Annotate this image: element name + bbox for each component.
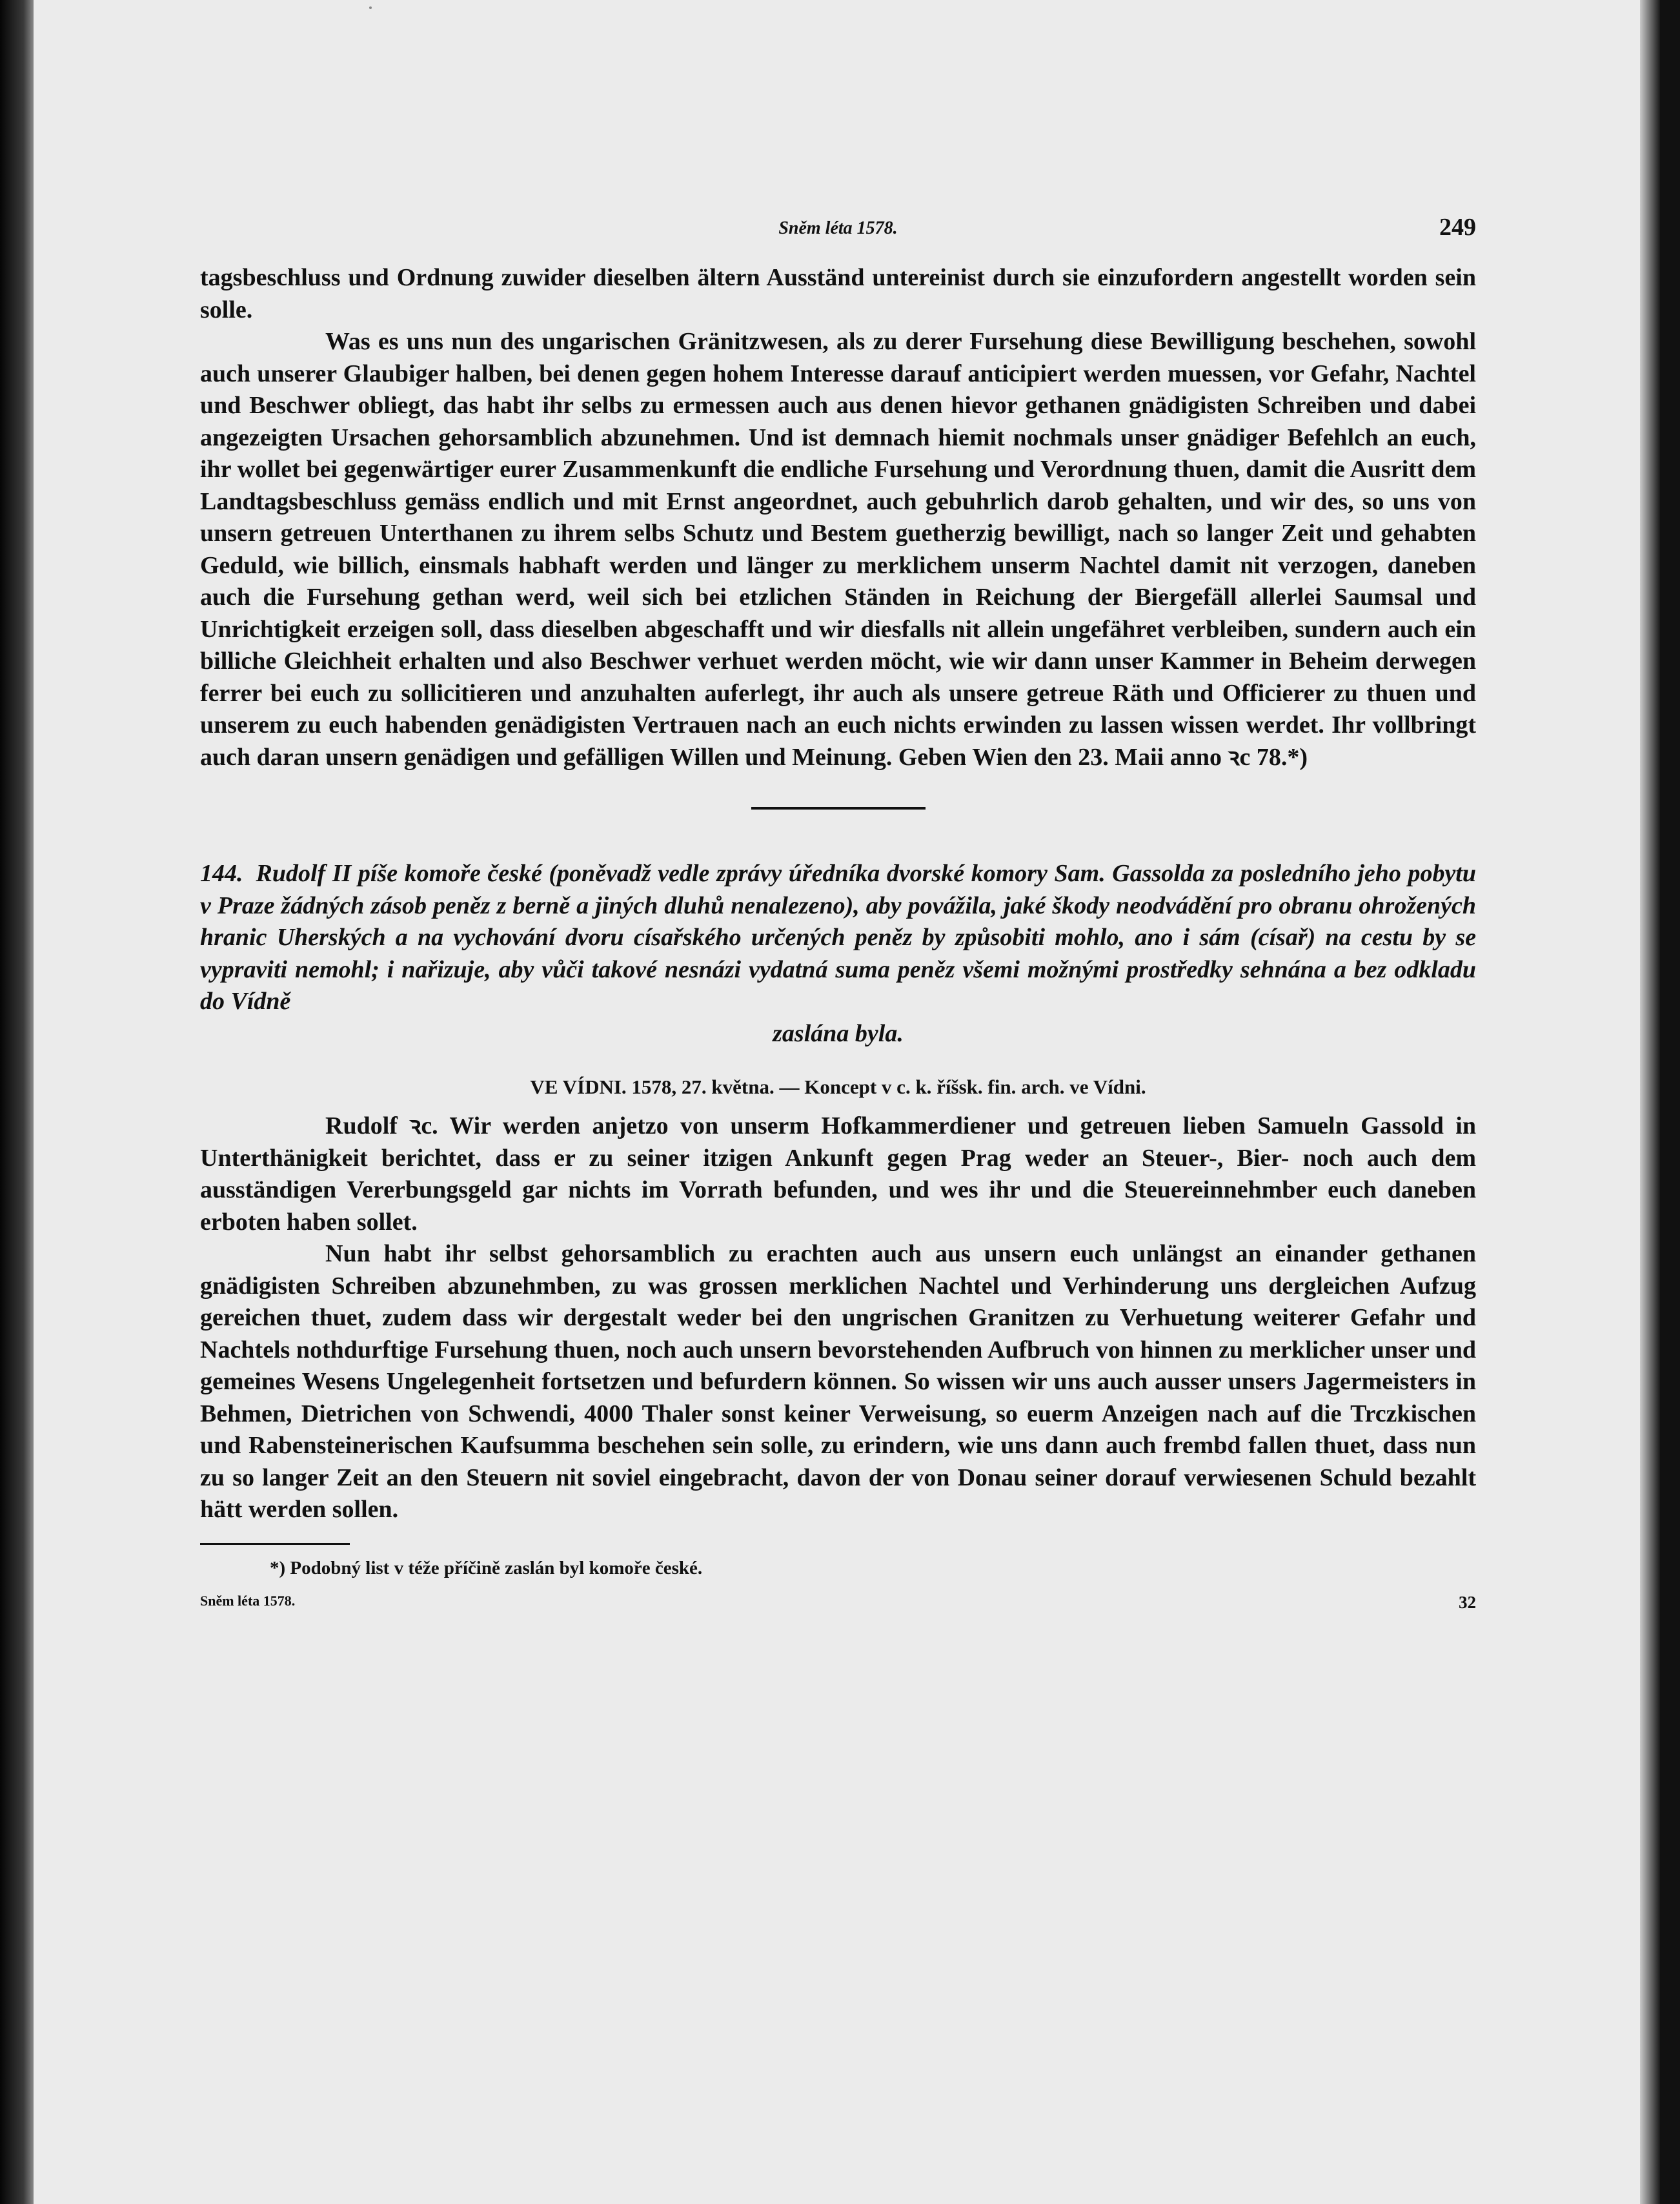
signature-number: 32: [1459, 1592, 1476, 1612]
footnote-rule: [200, 1543, 350, 1545]
document-dateline: VE VÍDNI. 1578, 27. května. — Koncept v c. k. říšsk. fin. arch. ve Vídni.: [530, 1076, 1146, 1098]
book-page: [34, 0, 1660, 2204]
running-head: [200, 213, 1476, 252]
footnote: *) Podobný list v téže příčině zaslán byl komoře české.: [270, 1557, 703, 1578]
printer-signature: [200, 1593, 1476, 1618]
document-number: 144.: [200, 860, 243, 887]
body-paragraph: Nun habt ihr selbst gehorsamblich zu erachten auch aus unsern euch unlängst an einander gethanen gnädigisten Schreiben abzunehmben, zu was grossen merklichen Nachtel und Verhinderung uns dergleichen Aufzug gereichen thuet, zudem dass wir dergestalt weder bei den ungrischen Granitzen zu Verhuetung weiterer Gefahr und Nachtels nothdurftige Fursehung thuen, noch auch unsern bevorstehenden Aufbruch von hinnen zu merklicher unser und gemeines Wesens Ungelegenheit fortsetzen und befurdern können. So wissen wir uns auch ausser unsers Jagermeisters in Behmen, Dietrichen von Schwendi, 4000 Thaler sonst keiner Verweisung, so euerm Anzeigen nach auf die Trczkischen und Rabensteinerischen Kaufsumma beschehen sein solle, zu erindern, wie uns dann auch frembd fallen thuet, dass nun zu so langer Zeit an den Steuern nit soviel eingebracht, davon der von Donau seiner dorauf verwiesenen Schuld bezahlt hätt werden sollen.: [200, 1240, 1476, 1523]
body-paragraph: Was es uns nun des ungarischen Gränitzwesen, als zu derer Fursehung diese Bewilligung beschehen, sowohl auch unserer Glaubiger halben, bei denen gegen hohem Interesse darauf anticipiert werden muessen, vor Gefahr, Nachtel und Beschwer obliegt, das habt ihr selbs zu ermessen auch aus denen hievor gethanen gnädigisten Schreiben und dabei angezeigten Ursachen gehorsamblich abzunehmen. Und ist demnach hiemit nochmals unser gnädiger Befehlch an euch, ihr wollet bei gegenwärtiger eurer Zusammenkunft die endliche Fursehung und Verordnung thuen, damit die Ausritt dem Landtagsbeschluss gemäss endlich und mit Ernst angeordnet, auch gebuhrlich darob gehalten, und wir des, so uns von unsern getreuen Unterthanen zu ihrem selbs Schutz und Bestem guetherzig bewilligt, nach so langer Zeit und gehabten Geduld, wie billich, einsmals habhaft werden und länger zu merklichem unserm Nachtel damit nit verzogen, daneben auch die Fursehung gethan werd, weil sich bei etzlichen Ständen in Reichung der Biergefäll allerlei Saumsal und Unrichtigkeit erzeigen soll, dass dieselben abgeschafft und wir diesfalls nit allein ungefähret verbleiben, sundern auch ein billiche Gleichheit erhalten und also Beschwer verhuet werden möcht, wie wir dann unser Kammer in Beheim derwegen ferrer bei euch zu sollicitieren und anzuhalten auferlegt, ihr auch als unsere getreue Räth und Officierer zu thuen und unserem zu euch habenden genädigisten Vertrauen nach an euch nichts erwinden zu lassen wissen werdet. Ihr vollbringt auch daran unsern genädigen und gefälligen Willen und Meinung. Geben Wien den 23. Maii anno ꝛc 78.*): [200, 328, 1476, 771]
page-number: 249: [1439, 214, 1476, 241]
signature-title: Sněm léta 1578.: [200, 1592, 296, 1609]
scan-left-edge: [0, 0, 34, 2204]
scan-right-edge: [1640, 0, 1660, 2204]
running-title: Sněm léta 1578.: [778, 218, 898, 238]
regest-text: Rudolf II píše komoře české (poněvadž vedle zprávy úředníka dvorské komory Sam. Gassolda za posledního jeho pobytu v Praze žádných zásob peněz z berně a jiných dluhů nenalezeno), aby povážila, jaké škody neodvádění pro obranu ohrožených hranic Uherských a na vychování dvoru císařského určených peněz by způsobiti mohlo, ano i sám (císař) na cestu by se vypraviti nemohl; i nařizuje, aby vůči takové nesnázi vydatná suma peněz všemi možnými prostředky sehnána a bez odkladu do Vídně: [200, 860, 1476, 1015]
document-regest: [200, 858, 1476, 1050]
section-separator: [751, 807, 926, 810]
body-paragraph: tagsbeschluss und Ordnung zuwider dieselben ältern Ausständ untereinist durch sie einzufordern angestellt worden sein solle.: [200, 264, 1476, 323]
body-paragraph: Rudolf ꝛc. Wir werden anjetzo von unserm Hofkammerdiener und getreuen lieben Samueln Gassold in Unterthänigkeit berichtet, dass er zu seiner itzigen Ankunft gegen Prag weder an Steuer-, Bier- noch auch dem ausständigen Vererbungsgeld gar nichts im Vorrath befunden, und wes ihr und die Steuereinnehmber euch daneben erboten haben sollet.: [200, 1112, 1476, 1236]
page-content: [200, 213, 1476, 1618]
scan-speck: [369, 6, 372, 9]
regest-text-end: zaslána byla.: [773, 1019, 904, 1047]
